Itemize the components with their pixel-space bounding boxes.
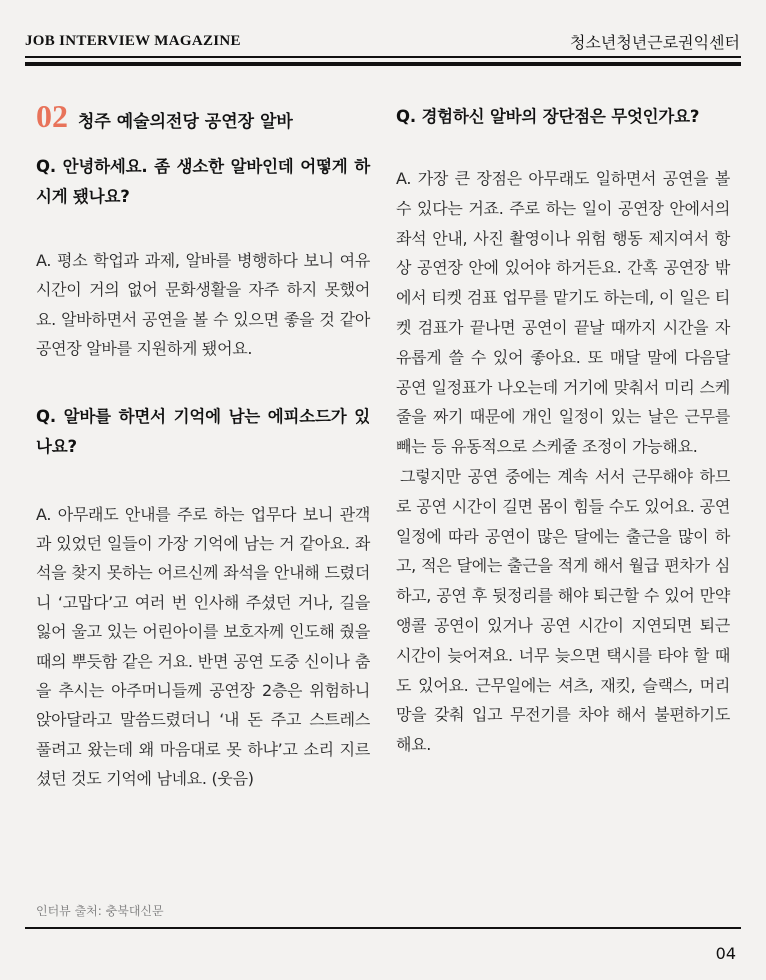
question-2: Q. 알바를 하면서 기억에 남는 에피소드가 있나요? [36, 406, 370, 456]
magazine-title: JOB INTERVIEW MAGAZINE [25, 33, 241, 49]
left-column [36, 100, 370, 794]
header-divider-thin [25, 56, 741, 58]
answer-3-continued: 그렇지만 공연 중에는 계속 서서 근무해야 하므로 공연 시간이 길면 몸이 힘들 수도 있어요. 공연 일정에 따라 공연이 많은 달에는 출근을 많이 하고, 적은 달에는 출근을 적게 해서 월급 편차가 심하고, 공연 후 뒷정리를 해야 퇴근할 수 있어 만약 앵콜 공연이 있거나 공연 시간이 지연되면 퇴근 시간이 늦어져요. 너무 늦으면 택시를 타야 할 때도 있어요. 근무일에는 셔츠, 재킷, 슬랙스, 머리망을 갖춰 입고 무전기를 차야 해서 불편하기도 해요. [396, 466, 730, 755]
interview-source: 인터뷰 출처: 충북대신문 [36, 904, 164, 918]
section-title: 청주 예술의전당 공연장 알바 [78, 112, 293, 132]
organization-name: 청소년청년근로권익센터 [569, 33, 740, 52]
question-3: Q. 경험하신 알바의 장단점은 무엇인가요? [396, 107, 700, 126]
question-1: Q. 안녕하세요. 좀 생소한 알바인데 어떻게 하시게 됐나요? [36, 157, 370, 206]
section-heading [36, 100, 370, 132]
footer-divider [25, 927, 741, 929]
answer-2: A. 아무래도 안내를 주로 하는 업무다 보니 관객과 있었던 일들이 가장 기억에 남는 거 같아요. 좌석을 찾지 못하는 어르신께 좌석을 안내해 드렸더니 ‘고맙다’고 여러 번 인사해 주셨던 거나, 길을 잃어 울고 있는 어린아이를 보호자께 인도해 줬을 때의 뿌듯함 같은 거요. 반면 공연 도중 신이나 춤을 추시는 아주머니들께 공연장 2층은 위험하니 앉아달라고 말씀드렸더니 ‘내 돈 주고 스트레스 풀려고 왔는데 왜 마음대로 못 하냐’고 소리 지르셨던 것도 기억에 남네요. (웃음) [36, 504, 370, 789]
answer-3: A. 가장 큰 장점은 아무래도 일하면서 공연을 볼 수 있다는 거죠. 주로 하는 일이 공연장 안에서의 좌석 안내, 사진 촬영이나 위험 행동 제지여서 항상 공연장 안에 있어야 하거든요. 간혹 공연장 밖에서 티켓 검표 업무를 맡기도 하는데, 이 일은 티켓 검표가 끝나면 공연이 끝날 때까지 시간을 자유롭게 쓸 수 있어 좋아요. 또 매달 말에 다음달 공연 일정표가 나오는데 거기에 맞춰서 미리 스케줄을 짜기 때문에 개인 일정이 있는 날은 근무를 빼는 등 유동적으로 스케줄 조정이 가능해요. [396, 169, 730, 457]
right-column [396, 100, 730, 760]
page-number: 04 [715, 944, 736, 963]
header-divider-thick [25, 62, 741, 66]
section-number: 02 [36, 98, 68, 134]
answer-1: A. 평소 학업과 과제, 알바를 병행하다 보니 여유시간이 거의 없어 문화생활을 자주 하지 못했어요. 알바하면서 공연을 볼 수 있으면 좋을 것 같아 공연장 알바를 지원하게 됐어요. [36, 251, 370, 359]
